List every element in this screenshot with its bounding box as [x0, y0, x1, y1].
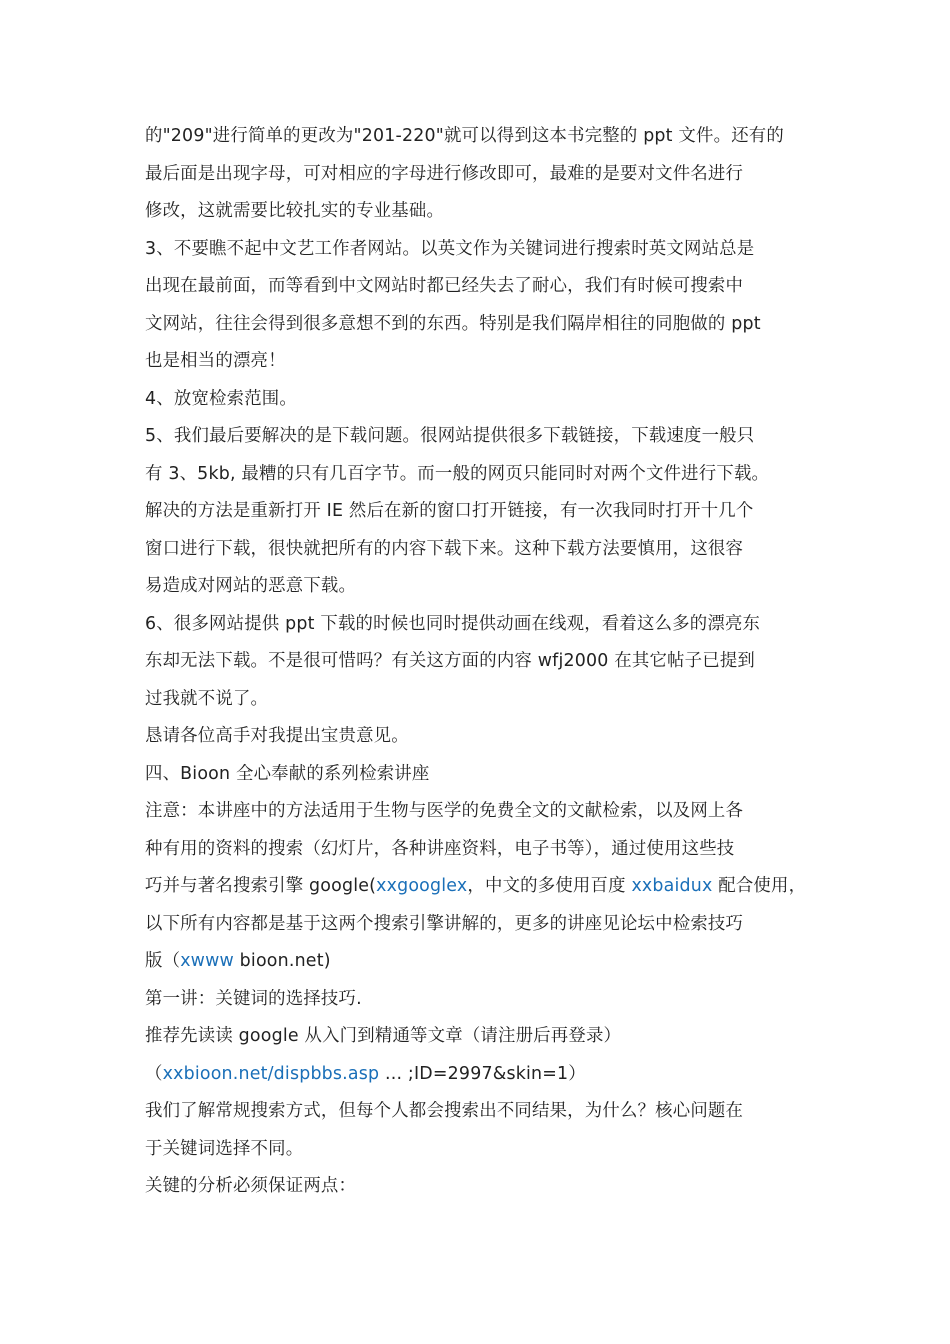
text-line	[145, 568, 820, 606]
text-segment: ... ;ID=2997&skin=1）	[379, 1063, 586, 1084]
text-line	[145, 793, 820, 831]
text-segment: bioon.net)	[233, 951, 331, 971]
text-line	[145, 943, 820, 981]
hyperlink[interactable]: xxbaidux	[631, 876, 713, 896]
text-line	[145, 756, 820, 794]
text-segment: 4、放宽检索范围。	[145, 388, 297, 409]
hyperlink[interactable]: xxgooglex	[376, 876, 468, 896]
text-line	[145, 606, 820, 644]
text-line	[145, 381, 820, 419]
text-segment: 最后面是出现字母，可对相应的字母进行修改即可，最难的是要对文件名进行	[145, 163, 744, 184]
text-line	[145, 681, 820, 719]
text-segment: 的"209"进行简单的更改为"201-220"就可以得到这本书完整的 ppt 文件。还有的	[145, 126, 784, 146]
text-line	[145, 268, 820, 306]
hyperlink[interactable]: xxbioon.net/dispbbs.asp	[162, 1063, 380, 1084]
text-segment: 修改，这就需要比较扎实的专业基础。	[145, 201, 445, 221]
text-line	[145, 906, 820, 944]
text-line	[145, 531, 820, 569]
text-line	[145, 1056, 820, 1094]
text-segment: 出现在最前面，而等看到中文网站时都已经失去了耐心，我们有时候可搜索中	[145, 276, 744, 296]
text-line	[145, 493, 820, 531]
text-line	[145, 868, 820, 906]
text-line	[145, 981, 820, 1019]
text-line	[145, 118, 820, 156]
text-segment: 窗口进行下载，很快就把所有的内容下载下来。这种下载方法要慎用，这很容	[145, 538, 744, 559]
text-segment: （	[145, 1063, 163, 1084]
text-line	[145, 831, 820, 869]
text-segment: 注意：本讲座中的方法适用于生物与医学的免费全文的文献检索，以及网上各	[145, 801, 744, 821]
text-line	[145, 1131, 820, 1169]
text-segment: 东却无法下载。不是很可惜吗？有关这方面的内容 wfj2000 在其它帖子已提到	[145, 651, 756, 671]
text-segment: 巧并与著名搜索引擎 google(	[145, 876, 377, 896]
document-body	[145, 118, 820, 1206]
text-segment: 版（	[145, 951, 181, 971]
text-segment: 恳请各位高手对我提出宝贵意见。	[145, 726, 409, 746]
text-segment: 于关键词选择不同。	[145, 1138, 304, 1159]
text-segment: 3、不要瞧不起中文艺工作者网站。以英文作为关键词进行搜索时英文网站总是	[145, 238, 755, 259]
text-segment: 易造成对网站的恶意下载。	[145, 576, 357, 596]
text-line	[145, 418, 820, 456]
text-line	[145, 643, 820, 681]
text-segment: 以下所有内容都是基于这两个搜索引擎讲解的，更多的讲座见论坛中检索技巧	[145, 913, 744, 934]
text-segment: 我们了解常规搜索方式，但每个人都会搜索出不同结果，为什么？核心问题在	[145, 1101, 744, 1121]
text-segment: 5、我们最后要解决的是下载问题。很网站提供很多下载链接，下载速度一般只	[145, 426, 755, 446]
text-segment: 关键的分析必须保证两点：	[145, 1176, 357, 1196]
text-segment: 文网站，往往会得到很多意想不到的东西。特别是我们隔岸相往的同胞做的 ppt	[145, 313, 761, 334]
text-line	[145, 1093, 820, 1131]
text-segment: ，中文的多使用百度	[467, 876, 632, 896]
text-segment: 解决的方法是重新打开 IE 然后在新的窗口打开链接，有一次我同时打开十几个	[145, 501, 754, 521]
text-segment: 第一讲：关键词的选择技巧.	[145, 988, 362, 1009]
text-line	[145, 193, 820, 231]
text-segment: 四、Bioon 全心奉献的系列检索讲座	[145, 763, 430, 784]
text-line	[145, 343, 820, 381]
text-line	[145, 306, 820, 344]
text-line	[145, 1018, 820, 1056]
text-segment: 过我就不说了。	[145, 688, 269, 709]
text-line	[145, 456, 820, 494]
text-line	[145, 231, 820, 269]
text-segment: 也是相当的漂亮！	[145, 351, 286, 371]
text-segment: 配合使用，	[712, 876, 807, 896]
text-segment: 种有用的资料的搜索（幻灯片，各种讲座资料，电子书等），通过使用这些技	[145, 838, 735, 859]
text-line	[145, 718, 820, 756]
text-segment: 6、很多网站提供 ppt 下载的时候也同时提供动画在线观，看着这么多的漂亮东	[145, 613, 761, 634]
hyperlink[interactable]: xwww	[180, 951, 234, 971]
text-line	[145, 1168, 820, 1206]
text-segment: 有 3、5kb, 最糟的只有几百字节。而一般的网页只能同时对两个文件进行下载。	[145, 463, 770, 484]
text-line	[145, 156, 820, 194]
text-segment: 推荐先读读 google 从入门到精通等文章（请注册后再登录）	[145, 1026, 622, 1046]
